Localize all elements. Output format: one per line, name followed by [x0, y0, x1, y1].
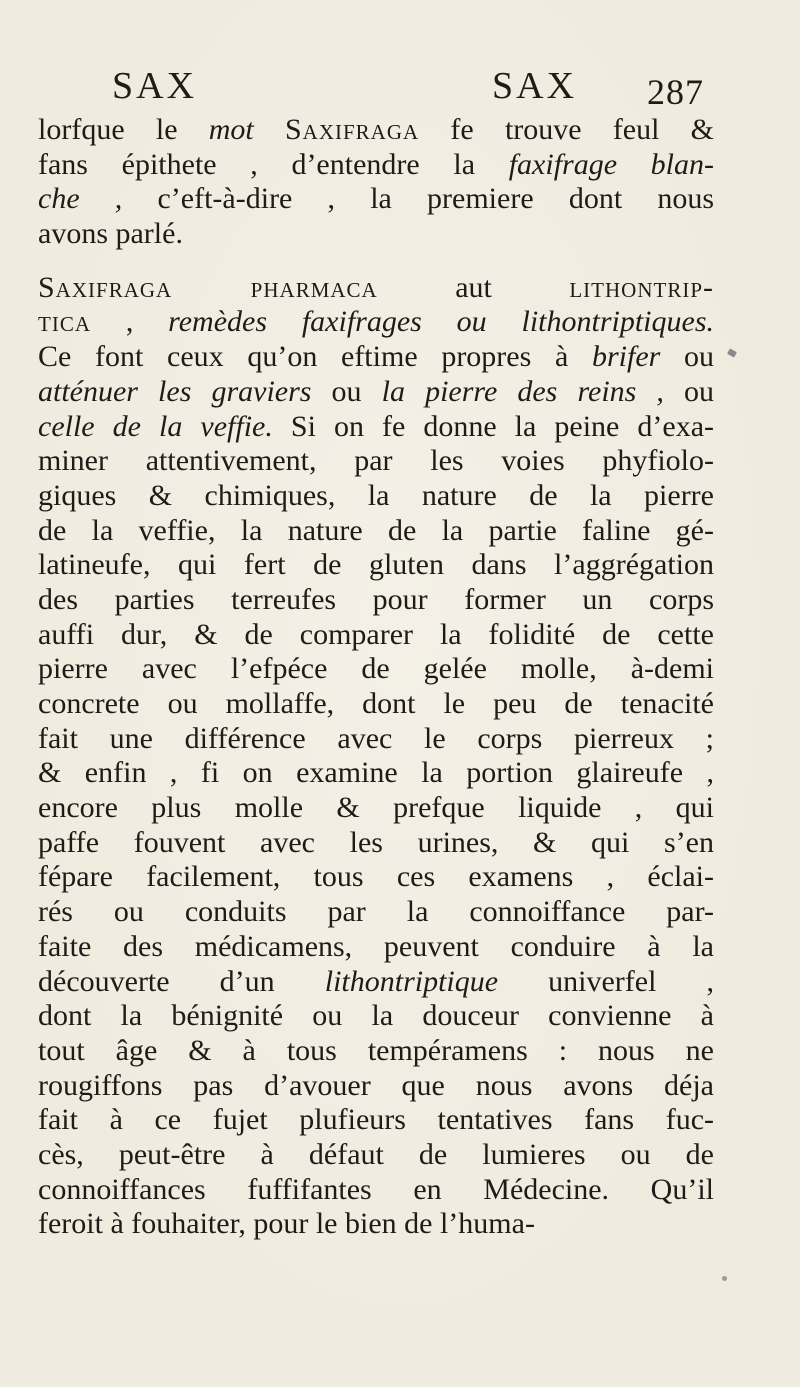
text-segment: des parties terreufes pour former un corps — [38, 582, 714, 616]
text-segment: dont la bénignité ou la douceur convienne à — [38, 999, 714, 1033]
text-line — [38, 999, 714, 1034]
text-line — [38, 618, 714, 653]
text-line — [38, 826, 714, 861]
text-line — [38, 514, 714, 549]
text-line — [38, 148, 714, 183]
text-segment: tout âge & à tous tempéramens : nous ne — [38, 1033, 714, 1067]
text-line — [38, 930, 714, 965]
text-line — [38, 375, 714, 410]
text-segment: lorfque le — [38, 113, 209, 146]
text-segment: auffi dur, & de comparer la folidité de cette — [38, 617, 714, 651]
text-line — [38, 1034, 714, 1069]
running-header — [112, 64, 712, 112]
text-line — [38, 1207, 714, 1242]
text-segment: fe trouve feul & — [419, 113, 715, 146]
text-line — [38, 1173, 714, 1208]
text-segment: encore plus molle & prefque liquide , qui — [38, 791, 714, 825]
text-line — [38, 1103, 714, 1138]
text-segment: concrete ou mollaffe, dont le peu de tenacité — [38, 687, 714, 720]
text-segment: atténuer les graviers — [38, 374, 312, 408]
text-segment: feroit à fouhaiter, pour le bien de l’huma- — [38, 1207, 535, 1241]
paragraph-saxifraga-pharmaca — [38, 271, 714, 1242]
text-line — [38, 965, 714, 1000]
text-segment — [254, 113, 285, 146]
text-segment: fait à ce fujet plufieurs tentatives fans fuc- — [38, 1103, 714, 1137]
text-line — [38, 756, 714, 791]
text-segment: avons parlé. — [38, 217, 183, 251]
text-line — [38, 1069, 714, 1104]
text-segment: fans épithete , d’entendre la — [38, 147, 509, 181]
text-segment: ou — [660, 340, 714, 374]
text-segment: faxifrage blan- — [508, 147, 715, 181]
text-segment: aut — [377, 270, 570, 304]
text-line — [38, 305, 714, 340]
text-segment: giques & chimiques, la nature de la pierre — [38, 478, 714, 512]
text-line — [38, 548, 714, 583]
text-segment: tica — [38, 305, 91, 339]
text-segment: latineufe, qui fert de gluten dans l’aggrégation — [38, 548, 714, 582]
text-segment: paffe fouvent avec les urines, & qui s’en — [38, 825, 714, 859]
text-line — [38, 271, 714, 306]
text-segment: rés ou conduits par la connoiffance par- — [38, 895, 714, 929]
text-line — [38, 444, 714, 479]
text-segment: ou — [311, 374, 382, 408]
margin-ink-mark — [727, 348, 737, 357]
text-segment: , — [91, 305, 169, 339]
text-segment: Saxifraga — [284, 113, 420, 146]
text-segment: de la veffie, la nature de la partie faline gé- — [38, 513, 714, 547]
text-segment: découverte d’un — [38, 964, 325, 998]
text-segment: ou — [663, 374, 715, 408]
text-line — [38, 652, 714, 687]
text-segment: lithontriptique — [324, 964, 499, 998]
text-line — [38, 860, 714, 895]
text-segment: univerfel , — [498, 964, 715, 998]
text-segment: remèdes faxifrages ou lithontriptiques. — [168, 305, 715, 339]
text-segment: che , — [38, 182, 123, 216]
text-line — [38, 182, 714, 217]
page-number: 287 — [647, 72, 704, 112]
paragraph-continuation — [38, 113, 714, 252]
text-line — [38, 479, 714, 514]
text-segment: lithontrip- — [569, 270, 715, 304]
text-line — [38, 1138, 714, 1173]
text-segment: Saxifraga pharmaca — [38, 270, 378, 304]
text-line — [38, 722, 714, 757]
text-segment: la pierre des reins , — [381, 374, 664, 408]
text-line — [38, 687, 714, 722]
page-body — [38, 113, 714, 1242]
text-segment: faite des médicamens, peuvent conduire à la — [38, 929, 714, 963]
margin-ink-dot — [722, 1276, 727, 1281]
text-line — [38, 791, 714, 826]
text-line — [38, 217, 714, 252]
text-segment: pierre avec l’efpéce de gelée molle, à-demi — [38, 652, 714, 686]
text-segment: Ce font ceux qu’on eftime propres à — [38, 340, 592, 374]
text-segment: c’eft-à-dire , la premiere dont nous — [122, 182, 714, 216]
text-segment: mot — [208, 113, 254, 146]
text-segment: connoiffances fuffifantes en Médecine. Qu’il — [38, 1172, 714, 1206]
text-line — [38, 410, 714, 445]
text-segment: cès, peut-être à défaut de lumieres ou de — [38, 1137, 714, 1171]
text-line — [38, 583, 714, 618]
text-segment: celle de la veffie. — [38, 409, 273, 443]
text-segment: miner attentivement, par les voies phyfiolo- — [38, 444, 714, 478]
text-segment: fépare facilement, tous ces examens , éclai- — [38, 860, 714, 894]
text-segment: & enfin , fi on examine la portion glaireufe , — [38, 756, 714, 790]
header-right-word: SAX — [492, 65, 578, 107]
header-left-word: SAX — [112, 65, 198, 107]
text-line — [38, 340, 714, 375]
text-segment: rougiffons pas d’avouer que nous avons déja — [38, 1068, 714, 1102]
text-line — [38, 895, 714, 930]
text-segment: fait une différence avec le corps pierreux ; — [38, 721, 714, 755]
text-line — [38, 113, 714, 148]
text-segment: Si on fe donne la peine d’exa- — [272, 409, 714, 443]
text-segment: brifer — [591, 340, 661, 374]
